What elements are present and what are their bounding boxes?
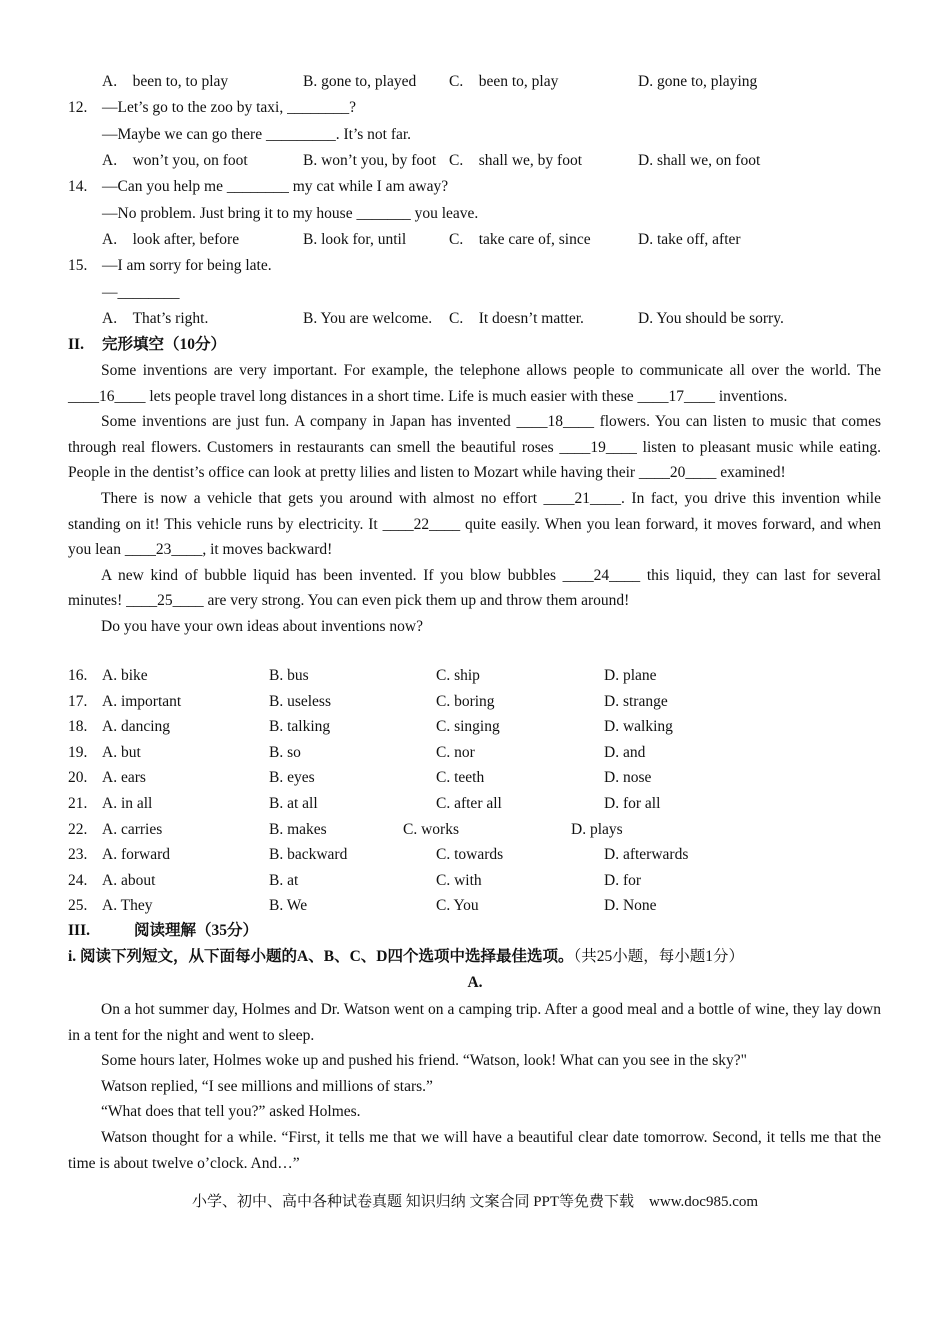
option-c: C. singing: [436, 718, 500, 736]
question-number: 24.: [68, 871, 88, 889]
question-number: 22.: [68, 820, 88, 838]
option-d: D. plane: [604, 667, 657, 684]
section-3-heading: [0, 920, 950, 942]
cloze-paragraph: Some inventions are just fun. A company in Japan has invented ____18____ flowers. You can listen to music that comes through real flowers. Customers in restaurants can smell the beautiful roses ____19____ listen to pleasant music while eating. People in the dentist’s office can look at pretty lilies and listen to Mozart while having their ____20____ examined!: [68, 413, 881, 482]
option-a: A. won’t you, on foot: [102, 152, 248, 169]
cloze-paragraph: Some inventions are very important. For example, the telephone allows people to communicate all over the world. The ____16____ lets people travel long distances in a short time. Life is much easier with these ____17____ inventions.: [68, 362, 881, 405]
section-number: III.: [68, 922, 90, 939]
option-c: C. shall we, by foot: [449, 152, 583, 169]
option-b: B. won’t you, by foot: [303, 152, 437, 169]
option-d: D. nose: [604, 769, 652, 787]
section-title: 完形填空（10分）: [102, 336, 227, 353]
option-row: [0, 229, 950, 251]
option-c: C. with: [436, 871, 482, 889]
cloze-option-row: [0, 895, 950, 917]
option-a: A. important: [102, 692, 182, 710]
option-d: D. for: [604, 871, 642, 889]
question-number: 18.: [68, 718, 88, 736]
option-d: D. gone to, playing: [638, 73, 758, 90]
option-b: B. useless: [269, 692, 331, 710]
cloze-option-row: [0, 844, 950, 866]
cloze-paragraph: Do you have your own ideas about inventions now?: [101, 617, 423, 635]
option-b: B. bus: [269, 667, 309, 684]
option-a: A. been to, to play: [102, 73, 229, 90]
cloze-option-row: [0, 665, 950, 687]
option-a: A. about: [102, 871, 156, 889]
question-number: 20.: [68, 769, 88, 787]
cloze-option-row: [0, 870, 950, 892]
question-line: [0, 176, 950, 198]
cloze-passage: [68, 358, 881, 640]
question-text: —Let’s go to the zoo by taxi, ________?: [102, 99, 356, 116]
option-d: D. plays: [571, 820, 623, 838]
option-d: D. and: [604, 743, 646, 761]
option-d: D. afterwards: [604, 846, 689, 864]
option-b: B. gone to, played: [303, 73, 417, 90]
option-a: A. look after, before: [102, 231, 240, 248]
option-a: A. carries: [102, 820, 163, 838]
reading-passage: [68, 997, 881, 1176]
cloze-option-row: [0, 767, 950, 789]
option-c: C. teeth: [436, 769, 485, 787]
question-number: 14.: [68, 178, 88, 195]
question-number: 17.: [68, 692, 88, 710]
passage-paragraph: Watson thought for a while. “First, it tells me that we will have a beautiful clear date tomorrow. Second, it tells me that the time is about twelve o’clock. And…”: [68, 1128, 881, 1172]
option-c: C. towards: [436, 846, 504, 864]
option-row: [0, 71, 950, 93]
reading-instruction: [0, 946, 950, 968]
question-text: —Can you help me ________ my cat while I am away?: [102, 178, 449, 195]
option-d: D. for all: [604, 795, 661, 812]
option-b: B. eyes: [269, 769, 315, 787]
passage-paragraph: Watson replied, “I see millions and millions of stars.”: [101, 1077, 433, 1095]
instruction-normal: （共25小题，每小题1分）: [573, 948, 744, 965]
option-b: B. We: [269, 897, 308, 915]
cloze-option-row: [0, 716, 950, 738]
cloze-option-row: [0, 793, 950, 815]
option-b: B. You are welcome.: [303, 310, 433, 327]
option-d: D. walking: [604, 718, 673, 736]
question-number: 25.: [68, 897, 88, 915]
option-c: C. nor: [436, 743, 475, 761]
cloze-paragraph: There is now a vehicle that gets you around with almost no effort ____21____. In fact, you drive this invention while standing on it! This vehicle runs by electricity. It ____22____ quite easily. When you lean forward, it moves forward, and when you lean ____23____, it moves backward!: [68, 489, 881, 559]
cloze-option-row: [0, 819, 950, 841]
option-a: A. in all: [102, 795, 153, 812]
question-line: [0, 282, 950, 304]
section-title: 阅读理解（35分）: [134, 922, 259, 939]
option-c: C. boring: [436, 692, 495, 710]
option-c: C. You: [436, 897, 479, 915]
option-a: A. but: [102, 743, 141, 761]
option-a: A. That’s right.: [102, 310, 209, 327]
option-row: [0, 150, 950, 172]
cloze-option-row: [0, 691, 950, 713]
option-a: A. They: [102, 897, 153, 915]
passage-paragraph: “What does that tell you?” asked Holmes.: [101, 1103, 361, 1121]
option-b: B. backward: [269, 846, 348, 864]
instruction-bold: i. 阅读下列短文，从下面每小题的A、B、C、D四个选项中选择最佳选项。（共25小题，每小题1分）: [68, 948, 744, 965]
option-b: B. so: [269, 743, 301, 761]
option-b: B. at all: [269, 795, 318, 812]
question-line: [0, 255, 950, 277]
option-row: [0, 308, 950, 330]
option-b: B. makes: [269, 820, 327, 838]
option-b: B. at: [269, 871, 299, 889]
question-line: [0, 124, 950, 146]
option-a: A. forward: [102, 846, 171, 864]
question-text: —Maybe we can go there _________. It’s not far.: [102, 125, 412, 143]
question-number: 19.: [68, 743, 88, 761]
option-c: C. take care of, since: [449, 231, 591, 248]
option-a: A. bike: [102, 667, 148, 684]
question-line: [0, 97, 950, 119]
question-number: 23.: [68, 846, 88, 864]
option-d: D. strange: [604, 692, 668, 710]
question-number: 21.: [68, 795, 88, 812]
question-number: 16.: [68, 667, 88, 684]
question-number: 12.: [68, 99, 88, 116]
option-c: C. It doesn’t matter.: [449, 310, 584, 327]
cloze-option-row: [0, 742, 950, 764]
option-c: C. been to, play: [449, 73, 559, 90]
option-c: C. works: [403, 820, 459, 838]
cloze-paragraph: A new kind of bubble liquid has been invented. If you blow bubbles ____24____ this liquid, they can last for several minutes! ____25____ are very strong. You can even pick them up and throw them around!: [68, 566, 881, 610]
option-b: B. talking: [269, 718, 331, 736]
question-text: —________: [102, 283, 180, 301]
option-d: D. None: [604, 897, 657, 915]
section-2-heading: [0, 334, 950, 356]
section-number: II.: [68, 336, 84, 353]
option-d: D. take off, after: [638, 231, 741, 248]
option-a: A. ears: [102, 769, 146, 787]
passage-paragraph: Some hours later, Holmes woke up and pushed his friend. “Watson, look! What can you see in the sky?": [101, 1052, 747, 1070]
option-b: B. look for, until: [303, 231, 407, 248]
question-text: —I am sorry for being late.: [102, 257, 272, 274]
passage-label: A.: [467, 974, 483, 991]
option-c: C. after all: [436, 795, 502, 812]
passage-paragraph: On a hot summer day, Holmes and Dr. Watson went on a camping trip. After a good meal and a bottle of wine, they lay down in a tent for the night and went to sleep.: [68, 1001, 881, 1044]
option-a: A. dancing: [102, 718, 171, 736]
question-text: —No problem. Just bring it to my house _______ you leave.: [102, 204, 479, 222]
option-d: D. You should be sorry.: [638, 310, 784, 327]
question-number: 15.: [68, 257, 88, 274]
question-line: [0, 203, 950, 225]
option-c: C. ship: [436, 667, 480, 684]
option-d: D. shall we, on foot: [638, 152, 761, 169]
page-footer: 小学、初中、高中各种试卷真题 知识归纳 文案合同 PPT等免费下载 www.doc985.com: [191, 1194, 759, 1210]
